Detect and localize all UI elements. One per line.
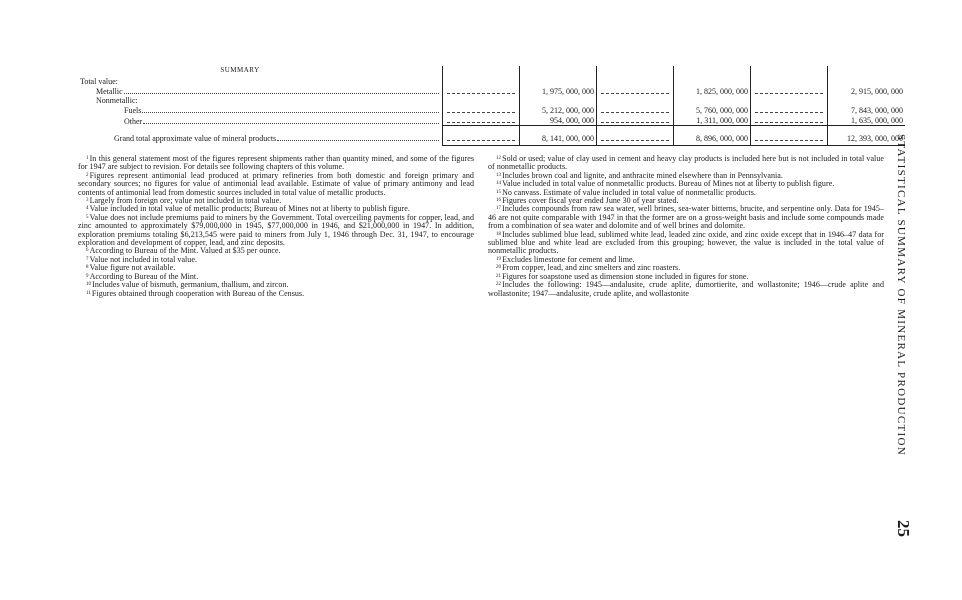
footnote-number: 19	[496, 256, 502, 262]
dash-leader	[447, 133, 515, 141]
cell-value: 1, 825, 000, 000	[674, 86, 751, 96]
footnote-number: 16	[496, 198, 502, 204]
footnote-number: 8	[86, 265, 89, 271]
dot-leader	[142, 112, 439, 113]
footnotes-left	[78, 155, 474, 298]
footnote-text: Value not included in total value.	[89, 254, 198, 264]
footnote	[488, 281, 884, 298]
grand-total-row	[78, 131, 905, 146]
dash-leader	[447, 86, 515, 94]
footnote-text: Includes the following: 1945—andalusite, crude aplite, dumortierite, and wollastonite; 1946—crude aplite and wollastonite; 1947—andalusite, crude aplite, and wollastonite	[488, 280, 884, 298]
footnote-number: 17	[496, 206, 502, 212]
cell-value: 8, 141, 000, 000	[520, 131, 597, 146]
footnote-number: 12	[496, 156, 502, 161]
footnote	[78, 290, 474, 298]
footnote-number: 13	[496, 172, 502, 178]
footnote-number: 18	[496, 231, 502, 237]
footnote-number: 14	[496, 181, 502, 187]
row-label: Fuels	[124, 106, 142, 115]
dash-leader	[755, 133, 823, 141]
footnote-text: Value does not include premiums paid to miners by the Government. Total overceiling payments for copper, lead, and zinc amounted to approximately $79,000,000 in 1945, $77,000,000 in 1946, and $21,000,000 in 1947. In addition, exploration premiums totaling $6,213,545 were paid to miners from July 1, 1946 through Dec. 31, 1947, to encourage exploration and development of copper, lead, and zinc deposits.	[78, 212, 474, 248]
footnote-number: 7	[86, 256, 89, 262]
dash-leader	[601, 115, 669, 123]
footnote-text: From copper, lead, and zinc smelters and zinc roasters.	[502, 263, 681, 273]
footnote-text: Value included in total value of nonmetallic products. Bureau of Mines not at liberty to publish figure.	[502, 179, 835, 189]
footnote-number: 22	[496, 282, 502, 288]
footnote-text: Includes compounds from raw sea water, well brines, sea-water bitterns, brucite, and serpentine only. Data for 1945–46 are not quite comparable with 1947 in that the former are on a gross-weight basis and include some compounds made from a combination of sea water and dolomite and of well brines and dolomite.	[488, 204, 884, 231]
cell-value: 1, 635, 000, 000	[828, 115, 906, 126]
footnote-text: Figures cover fiscal year ended June 30 of year stated.	[502, 196, 679, 206]
dash-leader	[447, 105, 515, 113]
footnote	[488, 231, 884, 256]
cell-value: 5, 760, 000, 000	[674, 105, 751, 115]
footnote-number: 11	[86, 290, 91, 296]
row-label: Metallic	[96, 87, 123, 96]
cell-value: 1, 311, 000, 000	[674, 115, 751, 126]
footnote-number: 6	[86, 248, 89, 254]
cell-value: 12, 393, 000, 000	[828, 131, 906, 146]
row-label: Nonmetallic:	[96, 96, 138, 105]
footnote	[488, 155, 884, 172]
footnote-number: 9	[86, 273, 89, 279]
footnote-number: 1	[86, 156, 89, 161]
dash-leader	[447, 115, 515, 123]
footnote	[78, 155, 474, 172]
dash-leader	[601, 86, 669, 94]
footnote-text: According to Bureau of the Mint. Valued at $35 per ounce.	[89, 246, 281, 256]
footnote-text: Excludes limestone for cement and lime.	[502, 254, 635, 264]
dash-leader	[601, 133, 669, 141]
footnote-number: 2	[86, 172, 89, 178]
footnote-text: Includes value of bismuth, germanium, thallium, and zircon.	[92, 280, 289, 290]
dash-leader	[755, 105, 823, 113]
footnote-text: Figures represent antimonial lead produced at primary refineries from both domestic and foreign primary and secondary sources; no figures for value of antimonial lead available. Estimate of value of primary antimony and lead contents of antimonial lead from domestic sources included in total value of metallic products.	[78, 170, 474, 197]
footnote-text: According to Bureau of the Mint.	[89, 271, 199, 281]
footnote-text: Largely from foreign ore; value not included in total value.	[89, 196, 282, 206]
row-label: Grand total approximate value of mineral products	[114, 133, 277, 143]
footnote-text: Value included in total value of metallic products; Bureau of Mines not at liberty to publish figure.	[89, 204, 410, 214]
table-row	[78, 105, 905, 115]
cell-value: 954, 000, 000	[520, 115, 597, 126]
footnote-number: 3	[86, 198, 89, 204]
summary-heading: SUMMARY	[220, 66, 260, 74]
footnote-text: Figures obtained through cooperation with Bureau of the Census.	[91, 288, 305, 298]
dash-leader	[755, 86, 823, 94]
summary-table	[78, 66, 905, 146]
row-label: Total value:	[80, 77, 118, 86]
cell-value: 2, 915, 000, 000	[828, 86, 906, 96]
cell-value: 8, 896, 000, 000	[674, 131, 751, 146]
footnote-number: 5	[86, 214, 89, 220]
dash-leader	[755, 115, 823, 123]
cell-value: 1, 975, 000, 000	[520, 86, 597, 96]
footnote	[78, 172, 474, 197]
footnote-text: In this general statement most of the figures represent shipments rather than quantity mined, and some of the figures for 1947 are subject to revision. For details see following chapters of this volume.	[78, 154, 474, 172]
footnote-number: 10	[86, 282, 92, 288]
cell-value: 5, 212, 000, 000	[520, 105, 597, 115]
dot-leader	[143, 123, 439, 124]
table-row	[78, 86, 905, 96]
footnote	[78, 214, 474, 248]
table-row	[78, 96, 905, 105]
footnote-text: No canvass. Estimate of value included in total value of nonmetallic products.	[502, 187, 756, 197]
running-head: STATISTICAL SUMMARY OF MINERAL PRODUCTION	[895, 134, 907, 456]
footnote-text: Includes sublimed blue lead, sublimed white lead, leaded zinc oxide, and zinc oxide except that in 1946–47 data for sublimed blue and white lead are excluded from this grouping; however, the value is included in the total value of nonmetallic products.	[488, 229, 884, 256]
footnotes-right	[488, 155, 884, 298]
table-row	[78, 115, 905, 126]
dash-leader	[601, 105, 669, 113]
footnote-number: 4	[86, 206, 89, 212]
row-label: Other	[124, 116, 143, 126]
footnote-text: Figures for soapstone used as dimension stone included in figures for stone.	[502, 271, 749, 281]
dot-leader	[124, 93, 439, 94]
footnote-text: Includes brown coal and lignite, and anthracite mined elsewhere than in Pennsylvania.	[502, 170, 783, 180]
cell-value: 7, 843, 000, 000	[828, 105, 906, 115]
footnote-text: Sold or used; value of clay used in cement and heavy clay products is included here but is not included in total value of nonmetallic products.	[488, 154, 884, 172]
dot-leader	[277, 140, 439, 141]
summary-heading-row	[78, 66, 905, 77]
footnote-number: 20	[496, 265, 502, 271]
footnote-number: 15	[496, 189, 502, 195]
footnote-text: Value figure not available.	[89, 263, 176, 273]
page-number: 25	[894, 520, 913, 537]
footnote	[488, 205, 884, 230]
table-row	[78, 77, 905, 86]
footnote-number: 21	[496, 273, 502, 279]
